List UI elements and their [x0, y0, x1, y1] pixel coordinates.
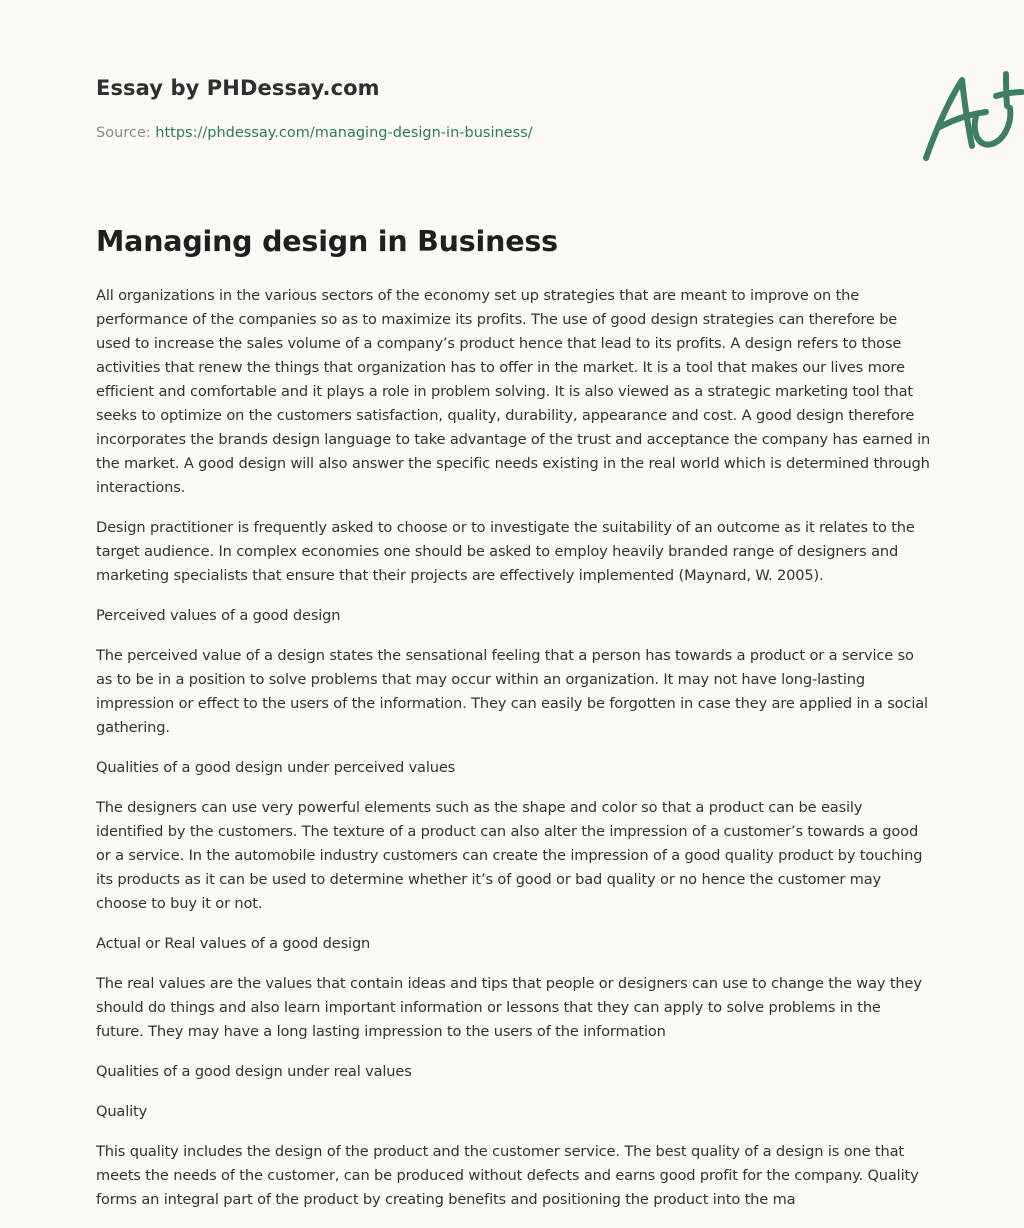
paragraph: The perceived value of a design states the sensational feeling that a person has towards a product or a service so as to be in a position to solve problems that may occur within an organization. It may not have long-lasting impression or effect to the users of the information. They can easily be forgotten in case they are applied in a social gathering. — [96, 647, 928, 736]
essay-title: Managing design in Business — [96, 225, 558, 258]
paragraph: All organizations in the various sectors of the economy set up strategies that are meant to improve on the performance of the companies so as to maximize its profits. The use of good design strategies can therefore be used to increase the sales volume of a company’s product hence that lead to its profits. A design refers to those activities that renew the things that organization has to offer in the market. It is a tool that makes our lives more efficient and comfortable and it plays a role in problem solving. It is also viewed as a strategic marketing tool that seeks to optimize on the customers satisfaction, quality, durability, appearance and cost. A good design therefore incorporates the brands design language to take advantage of the trust and acceptance the company has earned in the market. A good design will also answer the specific needs existing in the real world which is determined through interactions. — [96, 287, 931, 496]
a-plus-logo-icon — [918, 68, 1024, 166]
section-heading: Qualities of a good design under real values — [96, 1063, 412, 1080]
source-link[interactable]: https://phdessay.com/managing-design-in-business/ — [155, 125, 533, 141]
section-heading: Quality — [96, 1103, 148, 1120]
section-heading: Actual or Real values of a good design — [96, 935, 371, 952]
source-line — [96, 125, 533, 141]
paragraph: This quality includes the design of the product and the customer service. The best quality of a design is one that meets the needs of the customer, can be produced without defects and earns good profit for the company. Quality forms an integral part of the product by creating benefits and positioning the product into the ma — [96, 1143, 919, 1208]
essay-body — [96, 284, 932, 1228]
paragraph: Design practitioner is frequently asked to choose or to investigate the suitability of an outcome as it relates to the target audience. In complex economies one should be asked to employ heavily branded range of designers and marketing specialists that ensure that their projects are effectively implemented (Maynard, W. 2005). — [96, 519, 915, 584]
section-heading: Qualities of a good design under perceived values — [96, 759, 456, 776]
section-heading: Perceived values of a good design — [96, 607, 341, 624]
paragraph: The real values are the values that contain ideas and tips that people or designers can use to change the way they should do things and also learn important information or lessons that they can apply to solve problems in the future. They may have a long lasting impression to the users of the information — [96, 975, 922, 1040]
source-label: Source: — [96, 125, 156, 141]
site-brand: Essay by PHDessay.com — [96, 76, 380, 100]
paragraph: The designers can use very powerful elements such as the shape and color so that a product can be easily identified by the customers. The texture of a product can also alter the impression of a customer’s towards a good or a service. In the automobile industry customers can create the impression of a good quality product by touching its products as it can be used to determine whether it’s of good or bad quality or no hence the customer may choose to buy it or not. — [96, 799, 923, 912]
